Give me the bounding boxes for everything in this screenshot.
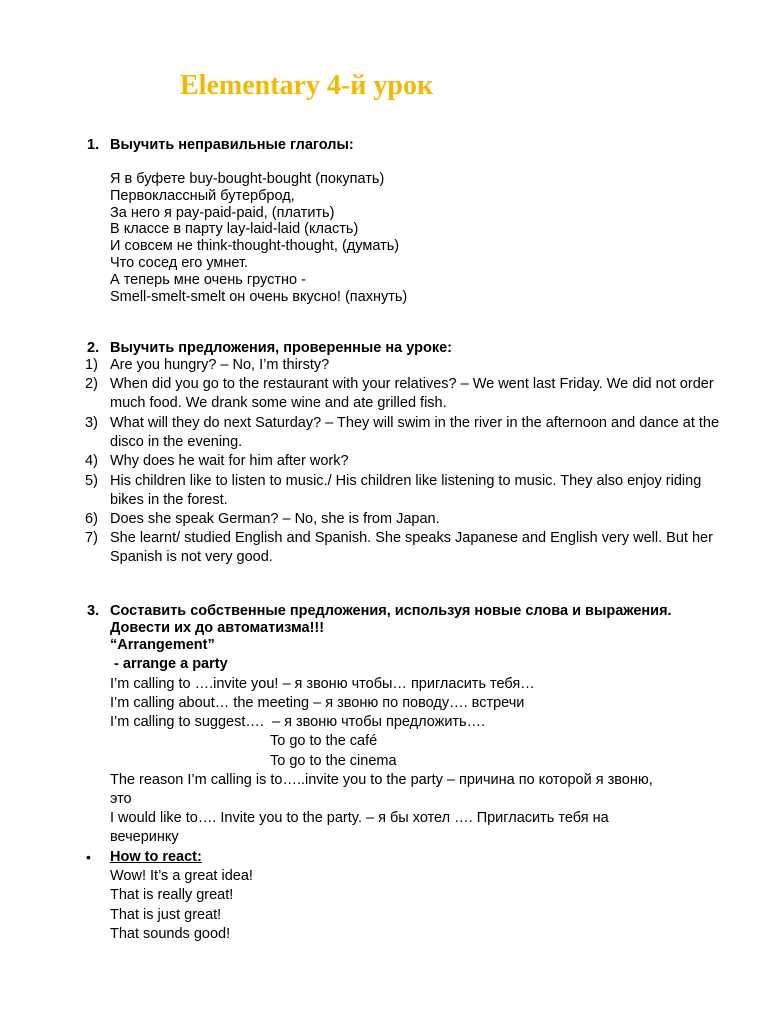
section-3-heading-line2: Довести их до автоматизма!!! bbox=[110, 620, 325, 636]
react-line: That is just great! bbox=[110, 907, 222, 923]
phrase-line: I’m calling to ….invite you! – я звоню чтобы… пригласить тебя… bbox=[110, 676, 535, 692]
react-line: That is really great! bbox=[110, 887, 234, 903]
indented-option: To go to the cinema bbox=[270, 753, 397, 769]
list-item-number: 2) bbox=[85, 376, 98, 392]
list-item-number: 6) bbox=[85, 511, 98, 527]
list-item bbox=[85, 529, 725, 568]
list-item-text: Does she speak German? – No, she is from Japan. bbox=[110, 511, 440, 527]
phrase-line: I’m calling to suggest…. – я звоню чтобы предложить…. bbox=[110, 714, 486, 730]
list-item bbox=[85, 414, 725, 453]
react-heading: How to react: bbox=[110, 849, 202, 865]
list-item-number: 5) bbox=[85, 473, 98, 489]
poem-line: Что сосед его умнет. bbox=[110, 255, 249, 271]
list-item bbox=[85, 356, 725, 375]
list-item-text: Why does he wait for him after work? bbox=[110, 453, 349, 469]
phrase-line: I would like to…. Invite you to the party. – я бы хотел …. Пригласить тебя на bbox=[110, 810, 609, 826]
poem-line: Я в буфете buy-bought-bought (покупать) bbox=[110, 171, 385, 187]
list-item-text: When did you go to the restaurant with your relatives? – We went last Friday. We did not order much food. We drank some wine and ate grilled fish. bbox=[110, 376, 714, 412]
phrase-line-continued: это bbox=[110, 791, 132, 807]
list-item-number: 1) bbox=[85, 357, 98, 373]
topic-heading: “Arrangement” bbox=[110, 637, 215, 653]
phrase-line: I’m calling about… the meeting – я звоню по поводу…. встречи bbox=[110, 695, 525, 711]
section-2-number: 2. bbox=[87, 340, 100, 356]
list-item-number: 4) bbox=[85, 453, 98, 469]
poem-line: За него я pay-paid-paid, (платить) bbox=[110, 205, 335, 221]
list-item-text: Are you hungry? – No, I’m thirsty? bbox=[110, 357, 330, 373]
bullet-icon: • bbox=[86, 849, 91, 865]
page-title: Elementary 4-й урок bbox=[180, 70, 434, 101]
poem-line: А теперь мне очень грустно - bbox=[110, 272, 306, 288]
phrase-line: The reason I’m calling is to…..invite you to the party – причина по которой я звоню, bbox=[110, 772, 653, 788]
section-1-number: 1. bbox=[87, 137, 100, 153]
subtopic-heading: - arrange a party bbox=[110, 656, 228, 672]
list-item bbox=[85, 452, 725, 471]
list-item-text: She learnt/ studied English and Spanish. She speaks Japanese and English very well. But her Spanish is not very good. bbox=[110, 530, 713, 566]
section-3-heading-text: Составить собственные предложения, используя новые слова и выражения. bbox=[110, 603, 672, 619]
phrase-line-continued: вечеринку bbox=[110, 829, 179, 845]
react-line: That sounds good! bbox=[110, 926, 231, 942]
list-item-number: 7) bbox=[85, 530, 98, 546]
list-item-text: His children like to listen to music./ His children like listening to music. They also enjoy riding bikes in the forest. bbox=[110, 473, 702, 509]
poem-line: Первоклассный бутерброд, bbox=[110, 188, 295, 204]
section-2-heading-text: Выучить предложения, проверенные на уроке: bbox=[110, 340, 452, 356]
poem-line: В классе в парту lay-laid-laid (класть) bbox=[110, 221, 359, 237]
list-item bbox=[85, 375, 725, 414]
section-3-number: 3. bbox=[87, 603, 100, 619]
list-item-number: 3) bbox=[85, 415, 98, 431]
section-1-heading bbox=[87, 136, 354, 155]
list-item bbox=[85, 510, 725, 529]
poem-line: И совсем не think-thought-thought, (думать) bbox=[110, 238, 400, 254]
poem-line: Smell-smelt-smelt он очень вкусно! (пахнуть) bbox=[110, 289, 408, 305]
list-item bbox=[85, 472, 725, 511]
indented-option: To go to the café bbox=[270, 733, 378, 749]
list-item-text: What will they do next Saturday? – They will swim in the river in the afternoon and dance at the disco in the evening. bbox=[110, 415, 720, 451]
react-line: Wow! It’s a great idea! bbox=[110, 868, 253, 884]
section-1-heading-text: Выучить неправильные глаголы: bbox=[110, 137, 354, 153]
